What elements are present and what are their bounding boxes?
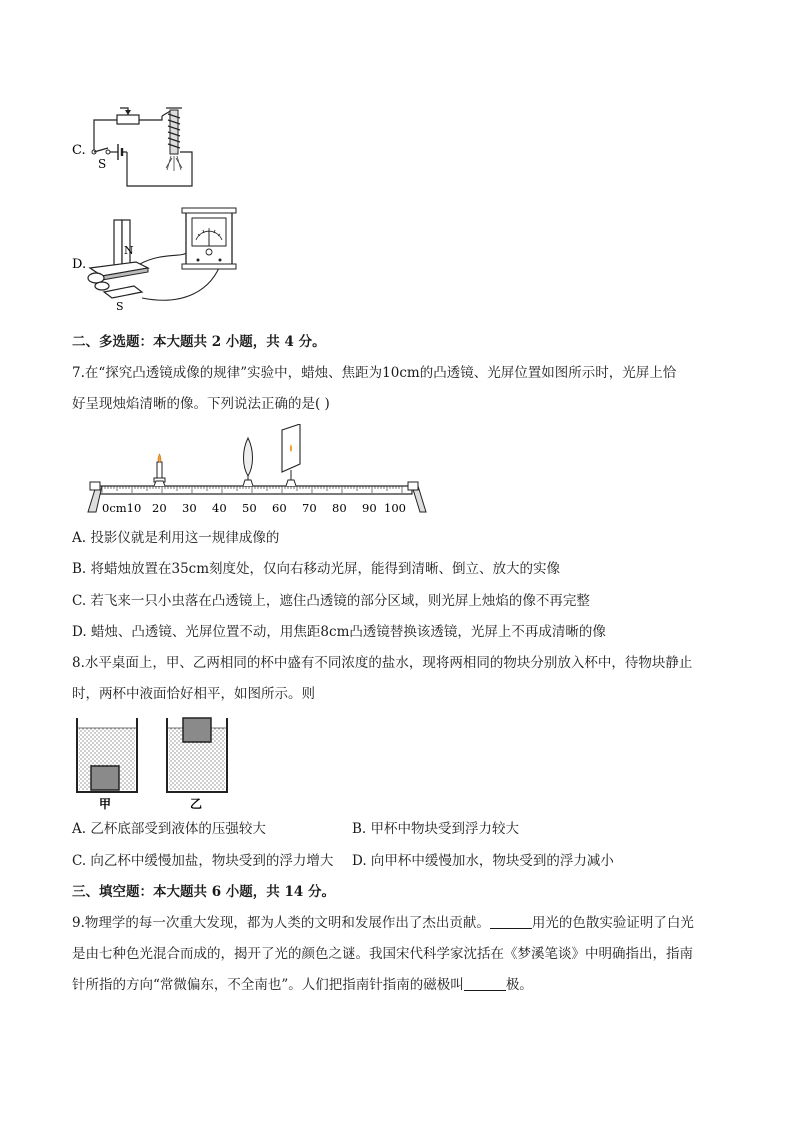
cups-svg	[72, 714, 242, 814]
ruler-label-0: 0cm10	[102, 501, 142, 515]
magnet-south-label: S	[116, 300, 124, 313]
question-7-option-b: B. 将蜡烛放置在35cm刻度处，仅向右移动光屏，能得到清晰、倒立、放大的实像	[72, 561, 561, 577]
ruler-label-30: 30	[182, 501, 197, 515]
question-9-blank-1[interactable]	[490, 914, 532, 929]
section-2-heading: 二、多选题：本大题共 2 小题，共 4 分。	[72, 334, 326, 350]
ruler-label-20: 20	[152, 501, 167, 515]
candle	[154, 454, 165, 486]
cups-figure	[72, 714, 242, 814]
ruler-label-70: 70	[302, 501, 317, 515]
ruler-label-60: 60	[272, 501, 287, 515]
convex-lens	[243, 438, 253, 486]
ruler-label-50: 50	[242, 501, 257, 515]
cup-jia	[77, 718, 137, 792]
question-8-option-a: A. 乙杯底部受到液体的压强较大	[72, 821, 266, 837]
block-in-cup-yi	[183, 718, 211, 742]
ruler-label-80: 80	[332, 501, 347, 515]
question-7-line-1: 7.在“探究凸透镜成像的规律”实验中，蜡烛、焦距为10cm的凸透镜、光屏位置如图所示时，光屏上恰	[72, 365, 677, 381]
question-9-line-1-end: 用光的色散实验证明了白光	[531, 915, 694, 931]
question-9-line-1-start: 9.物理学的每一次重大发现，都为人类的文明和发展作出了杰出贡献。	[72, 915, 490, 931]
question-8-line-2: 时，两杯中液面恰好相平，如图所示。则	[72, 686, 315, 702]
circuit-diagram-c	[72, 96, 212, 192]
question-8-line-1: 8.水平桌面上，甲、乙两相同的杯中盛有不同浓度的盐水，现将两相同的物块分别放入杯中，待物块静止	[72, 655, 693, 671]
candle-flame	[158, 454, 161, 462]
magnet-north-label: N	[124, 244, 134, 257]
cup-yi	[167, 718, 227, 792]
question-9-line-3-start: 针所指的方向“常微偏东，不全南也”。人们把指南针指南的磁极叫	[72, 977, 464, 993]
block-in-cup-jia	[91, 766, 119, 790]
question-9-line-1	[72, 913, 694, 933]
optical-bench-figure	[82, 424, 432, 524]
question-7-option-c: C. 若飞来一只小虫落在凸透镜上，遮住凸透镜的部分区域，则光屏上烛焰的像不再完整	[72, 593, 590, 609]
question-8-option-b: B. 甲杯中物块受到浮力较大	[352, 821, 520, 837]
rheostat	[117, 115, 139, 124]
ruler-label-40: 40	[212, 501, 227, 515]
question-9-line-3	[72, 975, 533, 995]
option-d-label: D.	[72, 257, 87, 272]
question-8-option-d: D. 向甲杯中缓慢加水，物块受到的浮力减小	[352, 853, 614, 869]
question-7-option-a: A. 投影仪就是利用这一规律成像的	[72, 530, 280, 546]
question-7-line-2: 好呈现烛焰清晰的像。下列说法正确的是( )	[72, 396, 330, 412]
question-8-option-c: C. 向乙杯中缓慢加盐，物块受到的浮力增大	[72, 853, 334, 869]
switch-label: S	[98, 157, 107, 171]
ruler-label-90: 90	[362, 501, 377, 515]
ruler-label-100: 100	[384, 501, 406, 515]
cup-jia-label: 甲	[99, 797, 112, 811]
figure-d-induction	[72, 206, 242, 316]
optical-bench-svg	[82, 424, 432, 524]
question-9-line-2: 是由七种色光混合而成的，揭开了光的颜色之谜。我国宋代科学家沈括在《梦溪笔谈》中明确指出，指南	[72, 946, 693, 962]
question-7-option-d: D. 蜡烛、凸透镜、光屏位置不动，用焦距8cm凸透镜替换该透镜，光屏上不再成清晰的像	[72, 624, 606, 640]
optical-bench-ruler	[96, 486, 412, 494]
question-9-blank-2[interactable]	[464, 976, 506, 991]
light-screen	[282, 424, 300, 486]
figure-c-circuit	[72, 96, 212, 192]
cup-yi-label: 乙	[190, 797, 203, 811]
section-3-heading: 三、填空题：本大题共 6 小题，共 14 分。	[72, 884, 335, 900]
option-c-label: C.	[72, 143, 86, 158]
question-9-line-3-end: 极。	[505, 977, 533, 993]
induction-diagram-d	[72, 206, 242, 316]
